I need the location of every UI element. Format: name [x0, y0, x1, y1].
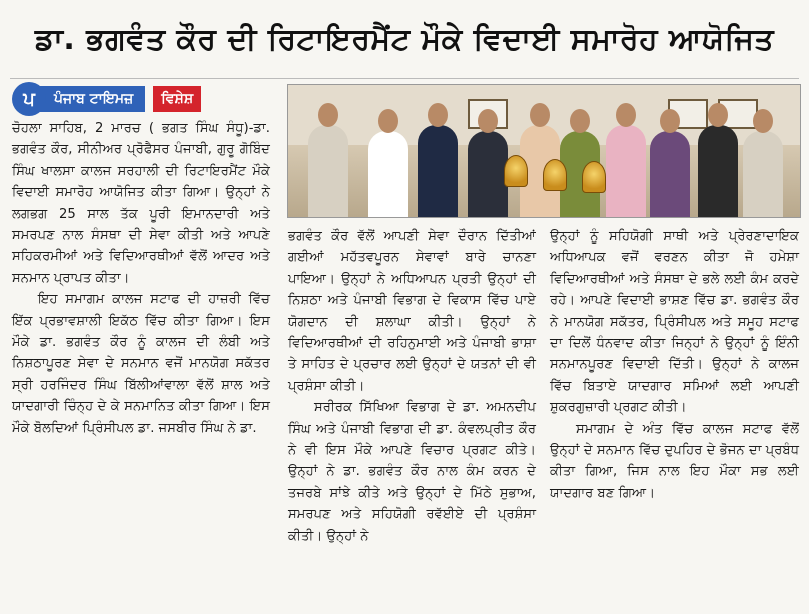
paragraph: ਭਗਵੰਤ ਕੌਰ ਵੱਲੋਂ ਆਪਣੀ ਸੇਵਾ ਦੌਰਾਨ ਦਿੱਤੀਆਂ ਗਈਆਂ ਮਹੱਤਵਪੂਰਨ ਸੇਵਾਵਾਂ ਬਾਰੇ ਚਾਨਣਾ ਪਾਇਆ। ਉਨ੍ਹਾਂ ਨੇ ਅਧਿਆਪਨ ਪ੍ਰਤੀ ਉਨ੍ਹਾਂ ਦੀ ਨਿਸ਼ਠਾ ਅਤੇ ਪੰਜਾਬੀ ਵਿਭਾਗ ਦੇ ਵਿਕਾਸ ਵਿੱਚ ਪਾਏ ਯੋਗਦਾਨ ਦੀ ਸ਼ਲਾਘਾ ਕੀਤੀ। ਉਨ੍ਹਾਂ ਨੇ ਵਿਦਿਆਰਥੀਆਂ ਦੀ ਰਹਿਨੁਮਾਈ ਅਤੇ ਪੰਜਾਬੀ ਭਾਸ਼ਾ ਤੇ ਸਾਹਿਤ ਦੇ ਪ੍ਰਚਾਰ ਲਈ ਉਨ੍ਹਾਂ ਦੇ ਯਤਨਾਂ ਦੀ ਵੀ ਪ੍ਰਸ਼ੰਸਾ ਕੀਤੀ। [288, 229, 536, 394]
person-figure [468, 131, 508, 217]
article-column-3 [550, 226, 799, 504]
person-figure [418, 125, 458, 217]
person-figure [650, 131, 690, 217]
paragraph: ਸਰੀਰਕ ਸਿੱਖਿਆ ਵਿਭਾਗ ਦੇ ਡਾ. ਅਮਨਦੀਪ ਸਿੰਘ ਅਤੇ ਪੰਜਾਬੀ ਵਿਭਾਗ ਦੀ ਡਾ. ਕੰਵਲਪ੍ਰੀਤ ਕੌਰ ਨੇ ਵੀ ਇਸ ਮੌਕੇ ਆਪਣੇ ਵਿਚਾਰ ਪ੍ਰਗਟ ਕੀਤੇ। ਉਨ੍ਹਾਂ ਨੇ ਡਾ. ਭਗਵੰਤ ਕੌਰ ਨਾਲ ਕੰਮ ਕਰਨ ਦੇ ਤਜਰਬੇ ਸਾਂਝੇ ਕੀਤੇ ਅਤੇ ਉਨ੍ਹਾਂ ਦੇ ਮਿੱਠੇ ਸੁਭਾਅ, ਸਮਰਪਣ ਅਤੇ ਸਹਿਯੋਗੀ ਰਵੱਈਏ ਦੀ ਪ੍ਰਸ਼ੰਸਾ ਕੀਤੀ। ਉਨ੍ਹਾਂ ਨੇ [288, 400, 536, 544]
person-head [478, 109, 498, 133]
person-figure [606, 125, 646, 217]
paragraph: ਉਨ੍ਹਾਂ ਨੂੰ ਸਹਿਯੋਗੀ ਸਾਥੀ ਅਤੇ ਪ੍ਰੇਰਣਾਦਾਇਕ ਅਧਿਆਪਕ ਵਜੋਂ ਵਰਣਨ ਕੀਤਾ ਜੋ ਹਮੇਸ਼ਾ ਵਿਦਿਆਰਥੀਆਂ ਅਤੇ ਸੰਸਥਾ ਦੇ ਭਲੇ ਲਈ ਕੰਮ ਕਰਦੇ ਰਹੇ। ਆਪਣੇ ਵਿਦਾਈ ਭਾਸ਼ਣ ਵਿੱਚ ਡਾ. ਭਗਵੰਤ ਕੌਰ ਨੇ ਮਾਨਯੋਗ ਸਕੱਤਰ, ਪ੍ਰਿੰਸੀਪਲ ਅਤੇ ਸਮੂਹ ਸਟਾਫ ਦਾ ਦਿਲੋਂ ਧੰਨਵਾਦ ਕੀਤਾ ਜਿਨ੍ਹਾਂ ਨੇ ਉਨ੍ਹਾਂ ਨੂੰ ਇੰਨੀ ਸਨਮਾਨਪੂਰਣ ਵਿਦਾਈ ਦਿੱਤੀ। ਉਨ੍ਹਾਂ ਨੇ ਕਾਲਜ ਵਿੱਚ ਬਿਤਾਏ ਯਾਦਗਾਰ ਸਮਿਆਂ ਲਈ ਆਪਣੀ ਸ਼ੁਕਰਗੁਜ਼ਾਰੀ ਪ੍ਰਗਟ ਕੀਤੀ। [550, 229, 799, 416]
person-figure [743, 131, 783, 217]
person-figure [698, 125, 738, 217]
article-column-2 [288, 226, 536, 547]
person-head [378, 109, 398, 133]
person-head [753, 109, 773, 133]
headline-divider [10, 78, 799, 79]
person-head [660, 109, 680, 133]
headline: ਡਾ. ਭਗਵੰਤ ਕੌਰ ਦੀ ਰਿਟਾਇਰਮੈਂਟ ਮੌਕੇ ਵਿਦਾਈ ਸਮਾਰੋਹ ਆਯੋਜਿਤ [34, 21, 775, 57]
person-head [530, 103, 550, 127]
masthead-badge [12, 86, 282, 112]
person-head [570, 109, 590, 133]
person-head [708, 103, 728, 127]
trophy-icon [504, 155, 528, 187]
newspaper-name: ਪੰਜਾਬ ਟਾਇਮਜ਼ [36, 86, 145, 112]
section-tag: ਵਿਸ਼ੇਸ਼ [153, 86, 201, 112]
person-head [318, 103, 338, 127]
newspaper-logo-icon: ਪ [12, 82, 46, 116]
paragraph: ਚੋਹਲਾ ਸਾਹਿਬ, 2 ਮਾਰਚ ( ਭਗਤ ਸਿੰਘ ਸੰਧੂ)-ਡਾ. ਭਗਵੰਤ ਕੌਰ, ਸੀਨੀਅਰ ਪ੍ਰੋਫੈਸਰ ਪੰਜਾਬੀ, ਗੁਰੂ ਗੋਬਿੰਦ ਸਿੰਘ ਖਾਲਸਾ ਕਾਲਜ ਸਰਹਾਲੀ ਦੀ ਰਿਟਾਇਰਮੈਂਟ ਮੌਕੇ ਵਿਦਾਈ ਸਮਾਰੋਹ ਆਯੋਜਿਤ ਕੀਤਾ ਗਿਆ। ਉਨ੍ਹਾਂ ਨੇ ਲਗਭਗ 25 ਸਾਲ ਤੱਕ ਪੂਰੀ ਇਮਾਨਦਾਰੀ ਅਤੇ ਸਮਰਪਣ ਨਾਲ ਸੰਸਥਾ ਦੀ ਸੇਵਾ ਕੀਤੀ ਅਤੇ ਆਪਣੇ ਸਹਿਕਰਮੀਆਂ ਅਤੇ ਵਿਦਿਆਰਥੀਆਂ ਵੱਲੋਂ ਆਦਰ ਅਤੇ ਸਨਮਾਨ ਪ੍ਰਾਪਤ ਕੀਤਾ। [12, 121, 270, 286]
person-head [428, 103, 448, 127]
paragraph: ਸਮਾਗਮ ਦੇ ਅੰਤ ਵਿੱਚ ਕਾਲਜ ਸਟਾਫ ਵੱਲੋਂ ਉਨ੍ਹਾਂ ਦੇ ਸਨਮਾਨ ਵਿੱਚ ਦੁਪਹਿਰ ਦੇ ਭੋਜਨ ਦਾ ਪ੍ਰਬੰਧ ਕੀਤਾ ਗਿਆ, ਜਿਸ ਨਾਲ ਇਹ ਮੌਕਾ ਸਭ ਲਈ ਯਾਦਗਾਰ ਬਣ ਗਿਆ। [550, 421, 799, 501]
person-figure [308, 125, 348, 217]
trophy-icon [582, 161, 606, 193]
person-figure [368, 131, 408, 217]
event-photo [287, 84, 801, 218]
article-column-1 [12, 118, 270, 439]
person-head [616, 103, 636, 127]
paragraph: ਇਹ ਸਮਾਗਮ ਕਾਲਜ ਸਟਾਫ ਦੀ ਹਾਜ਼ਰੀ ਵਿੱਚ ਇੱਕ ਪ੍ਰਭਾਵਸ਼ਾਲੀ ਇਕੱਠ ਵਿੱਚ ਕੀਤਾ ਗਿਆ। ਇਸ ਮੌਕੇ ਡਾ. ਭਗਵੰਤ ਕੌਰ ਨੂੰ ਕਾਲਜ ਦੀ ਲੰਬੀ ਅਤੇ ਨਿਸ਼ਠਾਪੂਰਣ ਸੇਵਾ ਦੇ ਸਨਮਾਨ ਵਜੋਂ ਮਾਨਯੋਗ ਸਕੱਤਰ ਸ੍ਰੀ ਹਰਜਿੰਦਰ ਸਿੰਘ ਬਿੱਲੀਆਂਵਾਲਾ ਵੱਲੋਂ ਸ਼ਾਲ ਅਤੇ ਯਾਦਗਾਰੀ ਚਿੰਨ੍ਹ ਦੇ ਕੇ ਸਨਮਾਨਿਤ ਕੀਤਾ ਗਿਆ। ਇਸ ਮੌਕੇ ਬੋਲਦਿਆਂ ਪ੍ਰਿੰਸੀਪਲ ਡਾ. ਜਸਬੀਰ ਸਿੰਘ ਨੇ ਡਾ. [12, 292, 270, 436]
trophy-icon [543, 159, 567, 191]
